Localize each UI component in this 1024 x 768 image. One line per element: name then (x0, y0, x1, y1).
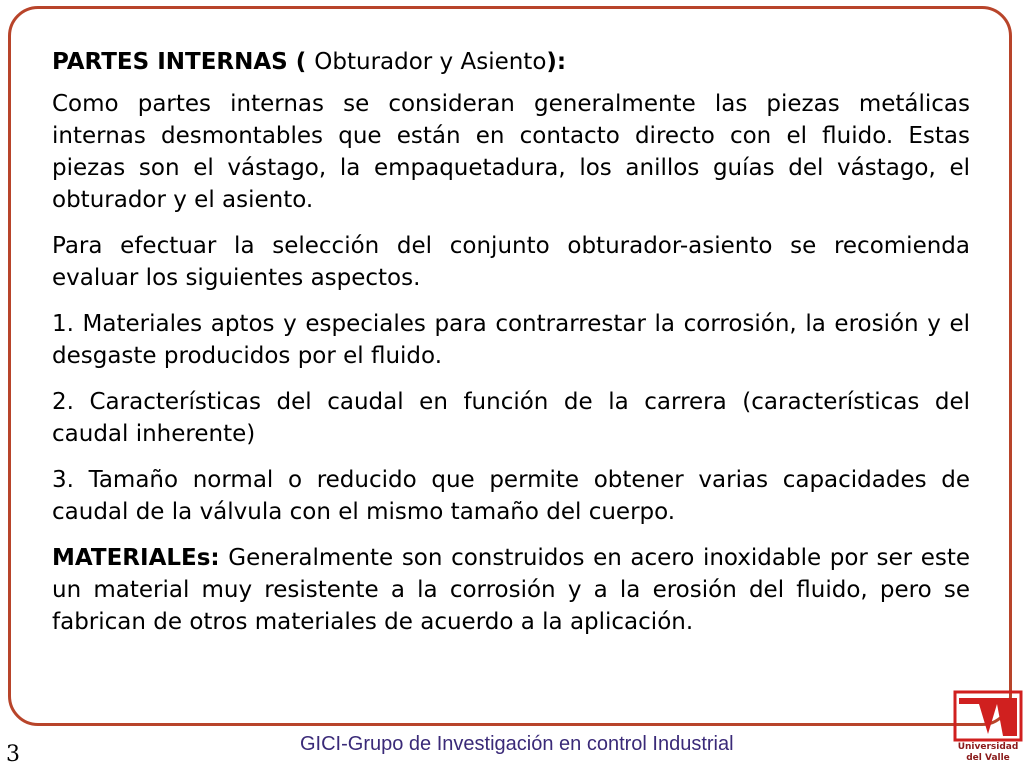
paragraph-materials: MATERIALEs: Generalmente son construidos en acero inoxidable por ser este un material muy resistente a la corrosión y a la erosión del fluido, pero se fabrican de otros materiales de acuerdo a la aplicación. (52, 545, 970, 635)
materials-label: MATERIALEs: (52, 545, 220, 571)
slide-content (52, 46, 970, 652)
footer-text: GICI-Grupo de Investigación en control Industrial (300, 733, 734, 755)
university-logo (953, 690, 1023, 768)
section-heading: PARTES INTERNAS ( Obturador y Asiento): (52, 49, 567, 75)
list-item-flow-characteristics: 2. Características del caudal en función de la carrera (características del caudal inherente) (52, 389, 970, 447)
paragraph-selection: Para efectuar la selección del conjunto obturador-asiento se recomienda evaluar los siguientes aspectos. (52, 233, 970, 291)
page-number: 3 (6, 742, 20, 767)
list-item-materials: 1. Materiales aptos y especiales para contrarrestar la corrosión, la erosión y el desgaste producidos por el fluido. (52, 311, 970, 369)
list-item-size: 3. Tamaño normal o reducido que permite obtener varias capacidades de caudal de la válvula con el mismo tamaño del cuerpo. (52, 467, 970, 525)
logo-line-2: del Valle (966, 753, 1010, 763)
paragraph-internal-parts: Como partes internas se consideran generalmente las piezas metálicas internas desmontables que están en contacto directo con el fluido. Estas piezas son el vástago, la empaquetadura, los anillos guías del vástago, el obturador y el asiento. (52, 91, 970, 213)
logo-line-1: Universidad (957, 742, 1019, 752)
university-logo-icon (953, 690, 1023, 742)
